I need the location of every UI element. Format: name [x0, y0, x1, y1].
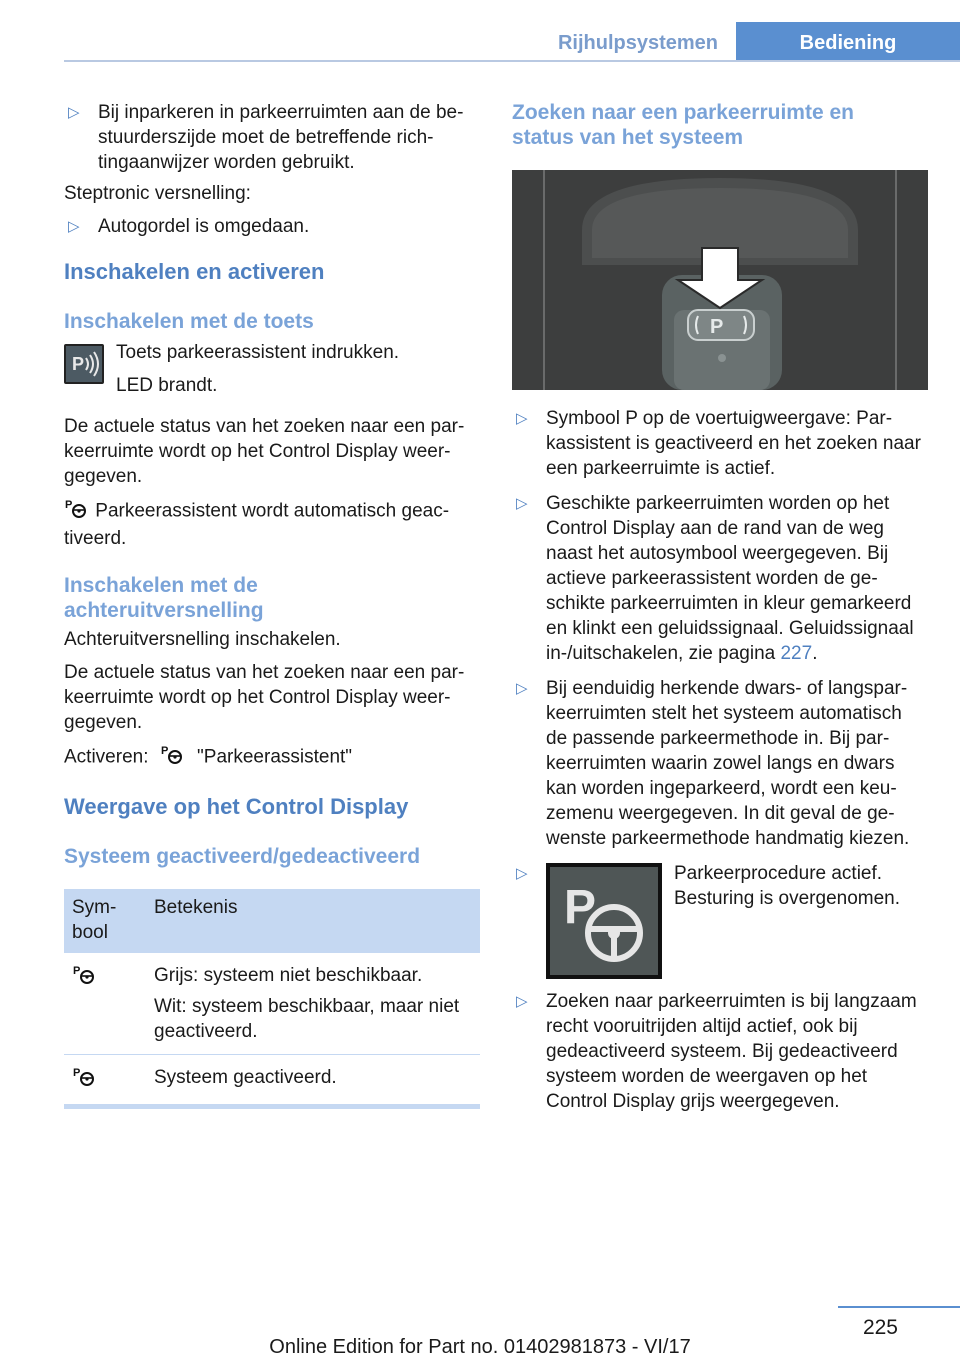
achteruit-text: Achteruitversnelling inschakelen.	[64, 629, 341, 650]
control-display-image	[512, 170, 928, 390]
heading-inschakelen: Inschakelen en activeren	[64, 259, 325, 284]
heading-zoeken: Zoeken naar een parkeerruimte en status van het systeem	[512, 101, 854, 149]
parking-procedure-block	[546, 861, 900, 979]
parking-steering-icon	[160, 743, 186, 772]
bullet-triangle-icon: ▷	[516, 680, 528, 697]
page-number: 225	[862, 1316, 898, 1339]
svg-text:P: P	[72, 354, 85, 374]
table-cell-meaning	[146, 953, 480, 1055]
edition-note: Online Edition for Part no. 01402981873 - VI/17	[269, 1336, 691, 1358]
table-header-symbol: Symbool	[64, 889, 146, 953]
list-item	[512, 406, 928, 481]
status-text-1: De actuele status van het zoeken naar een parkeerruimte wordt op het Control Display weergegeven.	[64, 416, 465, 487]
activeren-label: Activeren:	[64, 746, 149, 768]
header-chapter: Bediening	[736, 22, 960, 62]
right-column	[512, 100, 928, 1122]
table-row	[64, 1055, 480, 1107]
toets-line-1: Toets parkeerassistent indrukken.	[116, 342, 400, 363]
bullet-text-with-link: Geschikte parkeerruimten worden op het Control Display aan de rand van de weg naast het autosymbool weergegeven. Bij actieve parkeerassistent worden de geschikte parkeerruimten in kleur gemarkeerd en klinkt een geluidssignaal. Geluidssignaal in-/uitschakelen, zie pagina 227.	[546, 493, 914, 664]
list-item	[512, 861, 928, 979]
steptronic-label: Steptronic versnelling:	[64, 183, 251, 204]
left-column	[64, 100, 482, 1109]
bullet-text: Bij inparkeren in parkeerruimten aan de bestuurderszijde moet de betreffende richtingaanwijzer worden gebruikt.	[98, 102, 464, 173]
heading-systeem: Systeem geactiveerd/gedeactiveerd	[64, 845, 421, 868]
procedure-line-2: Besturing is overgenomen.	[674, 888, 901, 909]
header-rule	[64, 60, 960, 62]
bullet-text: Bij eenduidig herkende dwars- of langsparkeerruimten stelt het systeem automatisch de passende parkeermethode in. Bij parkeerruimten waarin zowel langs en dwars kan worden ingeparkeerd, wordt een keuzemenu weergegeven. In dit geval de gewenste parkeermethode handmatig kiezen.	[546, 678, 910, 849]
auto-activated-label: Parkeerassistent wordt automatisch geactiveerd.	[64, 500, 450, 549]
heading-weergave: Weergave op het Control Display	[64, 794, 409, 819]
bullet-triangle-icon: ▷	[68, 218, 80, 235]
header-section: Rijhulpsystemen	[557, 32, 719, 54]
list-item	[64, 100, 482, 175]
table-text: Grijs: systeem niet beschikbaar.	[154, 965, 423, 986]
parking-steering-grey-icon	[72, 963, 98, 992]
bullet-triangle-icon: ▷	[516, 865, 528, 882]
bullet-text: Geschikte parkeerruimten worden op het Control Display aan de rand van de weg naast het autosymbool weergegeven. Bij actieve parkeerassistent worden de geschikte parkeerruimten in kleur gemarkeerd en klinkt een geluidssignaal. Geluidssignaal in-/uitschakelen, zie pagina	[546, 493, 914, 664]
svg-text:P: P	[160, 745, 169, 757]
list-item	[512, 676, 928, 851]
bullet-text: Symbool P op de voertuigweergave: Parkassistent is geactiveerd en het zoeken naar een parkeerruimte is actief.	[546, 408, 921, 479]
heading-toets: Inschakelen met de toets	[64, 310, 314, 333]
table-header-meaning: Betekenis	[146, 889, 480, 953]
svg-text:P: P	[710, 316, 724, 338]
right-bullet-list	[512, 406, 928, 1114]
bullet-triangle-icon: ▷	[68, 104, 80, 121]
parking-procedure-icon	[546, 863, 662, 979]
heading-achteruit: Inschakelen met de achteruitversnelling	[64, 574, 264, 622]
svg-text:P: P	[564, 881, 597, 934]
svg-text:P: P	[73, 1067, 81, 1079]
toets-line-2: LED brandt.	[116, 375, 218, 396]
parking-button-icon	[64, 344, 104, 384]
svg-text:P: P	[73, 965, 81, 977]
table-cell-symbol	[64, 1055, 146, 1107]
footer-rule	[838, 1306, 960, 1308]
page-link[interactable]: 227	[780, 643, 813, 664]
svg-text:P: P	[65, 499, 73, 511]
table-header-row	[64, 889, 480, 953]
table-cell-symbol	[64, 953, 146, 1055]
parking-steering-icon	[64, 497, 90, 526]
list-item	[64, 214, 482, 239]
list-item	[512, 491, 928, 666]
procedure-line-1: Parkeerprocedure actief.	[674, 863, 883, 884]
bullet-triangle-icon: ▷	[516, 993, 528, 1010]
status-text-2: De actuele status van het zoeken naar een parkeerruimte wordt op het Control Display weergegeven.	[64, 662, 465, 733]
table-row	[64, 953, 480, 1055]
table-text: Wit: systeem beschikbaar, maar niet geactiveerd.	[154, 996, 460, 1042]
bullet-text: Zoeken naar parkeerruimten is bij langzaam recht vooruitrijden altijd actief, ook bij gedeactiveerd systeem. Bij gedeactiveerd systeem worden de weergaven op het Control Display grijs weergegeven.	[546, 991, 917, 1112]
symbol-table	[64, 889, 480, 1109]
toets-block	[64, 340, 482, 398]
table-cell-meaning: Systeem geactiveerd.	[146, 1055, 480, 1107]
bullet-triangle-icon: ▷	[516, 410, 528, 427]
activeren-line	[64, 743, 482, 772]
list-item	[512, 989, 928, 1114]
parking-steering-active-icon	[72, 1065, 98, 1094]
activeren-value: "Parkeerassistent"	[197, 746, 353, 768]
auto-activated-text	[64, 497, 482, 551]
bullet-text: Autogordel is omgedaan.	[98, 216, 310, 237]
bullet-triangle-icon: ▷	[516, 495, 528, 512]
